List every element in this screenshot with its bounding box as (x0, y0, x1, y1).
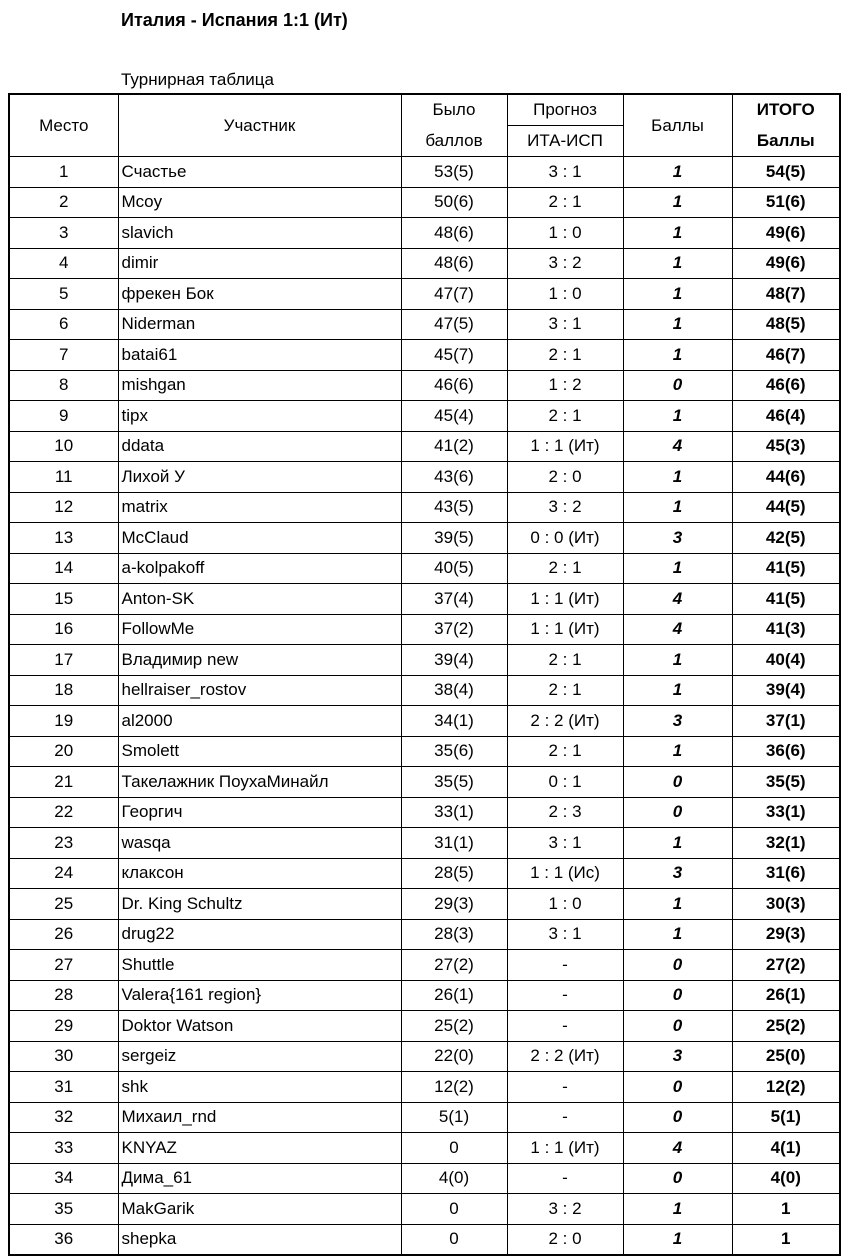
match-points-cell: 1 (623, 218, 732, 249)
total-points-cell: 40(4) (732, 645, 840, 676)
match-points-cell: 3 (623, 706, 732, 737)
match-points-cell: 0 (623, 1163, 732, 1194)
match-points-cell: 3 (623, 858, 732, 889)
place-cell: 19 (9, 706, 118, 737)
forecast-cell: 3 : 1 (507, 157, 623, 188)
place-cell: 35 (9, 1194, 118, 1225)
match-points-cell: 1 (623, 1224, 732, 1255)
place-cell: 20 (9, 736, 118, 767)
participant-cell: mishgan (118, 370, 401, 401)
total-points-cell: 39(4) (732, 675, 840, 706)
forecast-cell: 3 : 2 (507, 492, 623, 523)
total-points-cell: 25(0) (732, 1041, 840, 1072)
total-points-cell: 45(3) (732, 431, 840, 462)
forecast-cell: - (507, 980, 623, 1011)
table-row (9, 828, 840, 859)
participant-cell: McClaud (118, 523, 401, 554)
table-row (9, 340, 840, 371)
total-points-cell: 12(2) (732, 1072, 840, 1103)
previous-points-cell: 46(6) (401, 370, 507, 401)
previous-points-cell: 53(5) (401, 157, 507, 188)
table-row (9, 187, 840, 218)
header-participant: Участник (118, 94, 401, 157)
forecast-cell: 1 : 0 (507, 889, 623, 920)
place-cell: 27 (9, 950, 118, 981)
previous-points-cell: 4(0) (401, 1163, 507, 1194)
table-row (9, 157, 840, 188)
total-points-cell: 4(1) (732, 1133, 840, 1164)
place-cell: 11 (9, 462, 118, 493)
previous-points-cell: 39(4) (401, 645, 507, 676)
standings-table (8, 93, 841, 1256)
forecast-cell: 1 : 0 (507, 279, 623, 310)
table-row (9, 553, 840, 584)
participant-cell: Shuttle (118, 950, 401, 981)
total-points-cell: 25(2) (732, 1011, 840, 1042)
table-row (9, 492, 840, 523)
participant-cell: Такелажник ПоухаМинайл (118, 767, 401, 798)
previous-points-cell: 28(3) (401, 919, 507, 950)
place-cell: 5 (9, 279, 118, 310)
participant-cell: Smolett (118, 736, 401, 767)
forecast-cell: 1 : 2 (507, 370, 623, 401)
participant-cell: Владимир new (118, 645, 401, 676)
place-cell: 18 (9, 675, 118, 706)
previous-points-cell: 31(1) (401, 828, 507, 859)
participant-cell: sergeiz (118, 1041, 401, 1072)
table-row (9, 675, 840, 706)
previous-points-cell: 5(1) (401, 1102, 507, 1133)
place-cell: 25 (9, 889, 118, 920)
participant-cell: Дима_61 (118, 1163, 401, 1194)
total-points-cell: 35(5) (732, 767, 840, 798)
match-points-cell: 3 (623, 523, 732, 554)
participant-cell: Doktor Watson (118, 1011, 401, 1042)
forecast-cell: 2 : 1 (507, 340, 623, 371)
place-cell: 3 (9, 218, 118, 249)
total-points-cell: 49(6) (732, 248, 840, 279)
participant-cell: matrix (118, 492, 401, 523)
place-cell: 26 (9, 919, 118, 950)
forecast-cell: 2 : 1 (507, 736, 623, 767)
previous-points-cell: 48(6) (401, 248, 507, 279)
place-cell: 8 (9, 370, 118, 401)
place-cell: 30 (9, 1041, 118, 1072)
match-points-cell: 0 (623, 797, 732, 828)
table-row (9, 1133, 840, 1164)
header-total-line1: ИТОГО (732, 94, 840, 126)
place-cell: 31 (9, 1072, 118, 1103)
participant-cell: KNYAZ (118, 1133, 401, 1164)
match-points-cell: 1 (623, 401, 732, 432)
previous-points-cell: 37(2) (401, 614, 507, 645)
forecast-cell: 2 : 3 (507, 797, 623, 828)
table-row (9, 858, 840, 889)
place-cell: 16 (9, 614, 118, 645)
previous-points-cell: 33(1) (401, 797, 507, 828)
match-points-cell: 4 (623, 1133, 732, 1164)
participant-cell: drug22 (118, 919, 401, 950)
participant-cell: Mcoy (118, 187, 401, 218)
match-points-cell: 1 (623, 462, 732, 493)
match-points-cell: 1 (623, 309, 732, 340)
match-points-cell: 1 (623, 675, 732, 706)
place-cell: 21 (9, 767, 118, 798)
participant-cell: Георгич (118, 797, 401, 828)
participant-cell: a-kolpakoff (118, 553, 401, 584)
previous-points-cell: 50(6) (401, 187, 507, 218)
forecast-cell: 1 : 1 (Ит) (507, 614, 623, 645)
previous-points-cell: 43(5) (401, 492, 507, 523)
forecast-cell: - (507, 1102, 623, 1133)
total-points-cell: 41(5) (732, 584, 840, 615)
header-was-line1: Было (401, 94, 507, 126)
match-points-cell: 1 (623, 645, 732, 676)
participant-cell: фрекен Бок (118, 279, 401, 310)
total-points-cell: 48(7) (732, 279, 840, 310)
table-row (9, 797, 840, 828)
table-row (9, 523, 840, 554)
total-points-cell: 51(6) (732, 187, 840, 218)
standings-body (9, 157, 840, 1256)
forecast-cell: 1 : 0 (507, 218, 623, 249)
match-points-cell: 1 (623, 919, 732, 950)
place-cell: 13 (9, 523, 118, 554)
table-row (9, 1011, 840, 1042)
match-points-cell: 1 (623, 157, 732, 188)
total-points-cell: 31(6) (732, 858, 840, 889)
total-points-cell: 42(5) (732, 523, 840, 554)
match-points-cell: 3 (623, 1041, 732, 1072)
previous-points-cell: 48(6) (401, 218, 507, 249)
place-cell: 2 (9, 187, 118, 218)
place-cell: 33 (9, 1133, 118, 1164)
table-row (9, 950, 840, 981)
table-row (9, 218, 840, 249)
forecast-cell: 2 : 1 (507, 401, 623, 432)
table-row (9, 706, 840, 737)
total-points-cell: 48(5) (732, 309, 840, 340)
place-cell: 9 (9, 401, 118, 432)
place-cell: 12 (9, 492, 118, 523)
table-row (9, 248, 840, 279)
previous-points-cell: 0 (401, 1194, 507, 1225)
forecast-cell: 1 : 1 (Ис) (507, 858, 623, 889)
header-total-line2: Баллы (732, 126, 840, 157)
place-cell: 29 (9, 1011, 118, 1042)
total-points-cell: 46(4) (732, 401, 840, 432)
total-points-cell: 1 (732, 1194, 840, 1225)
total-points-cell: 27(2) (732, 950, 840, 981)
forecast-cell: 0 : 1 (507, 767, 623, 798)
previous-points-cell: 0 (401, 1133, 507, 1164)
forecast-cell: 2 : 1 (507, 645, 623, 676)
table-row (9, 279, 840, 310)
place-cell: 15 (9, 584, 118, 615)
previous-points-cell: 47(7) (401, 279, 507, 310)
forecast-cell: - (507, 1072, 623, 1103)
total-points-cell: 37(1) (732, 706, 840, 737)
match-points-cell: 0 (623, 1011, 732, 1042)
table-row (9, 889, 840, 920)
participant-cell: Счастье (118, 157, 401, 188)
participant-cell: MakGarik (118, 1194, 401, 1225)
forecast-cell: 1 : 1 (Ит) (507, 431, 623, 462)
match-points-cell: 1 (623, 187, 732, 218)
participant-cell: Dr. King Schultz (118, 889, 401, 920)
participant-cell: FollowMe (118, 614, 401, 645)
match-points-cell: 1 (623, 340, 732, 371)
total-points-cell: 54(5) (732, 157, 840, 188)
table-row (9, 736, 840, 767)
match-points-cell: 1 (623, 279, 732, 310)
table-row (9, 370, 840, 401)
table-row (9, 1102, 840, 1133)
forecast-cell: 1 : 1 (Ит) (507, 1133, 623, 1164)
match-points-cell: 4 (623, 431, 732, 462)
forecast-cell: 3 : 1 (507, 919, 623, 950)
total-points-cell: 44(5) (732, 492, 840, 523)
previous-points-cell: 39(5) (401, 523, 507, 554)
previous-points-cell: 40(5) (401, 553, 507, 584)
total-points-cell: 32(1) (732, 828, 840, 859)
previous-points-cell: 35(5) (401, 767, 507, 798)
participant-cell: wasqa (118, 828, 401, 859)
total-points-cell: 5(1) (732, 1102, 840, 1133)
match-points-cell: 0 (623, 1072, 732, 1103)
table-row (9, 1041, 840, 1072)
place-cell: 28 (9, 980, 118, 1011)
forecast-cell: 3 : 1 (507, 309, 623, 340)
previous-points-cell: 26(1) (401, 980, 507, 1011)
table-row (9, 980, 840, 1011)
match-points-cell: 1 (623, 553, 732, 584)
participant-cell: tipx (118, 401, 401, 432)
previous-points-cell: 35(6) (401, 736, 507, 767)
total-points-cell: 41(3) (732, 614, 840, 645)
forecast-cell: - (507, 1011, 623, 1042)
table-caption: Турнирная таблица (121, 70, 274, 89)
place-cell: 4 (9, 248, 118, 279)
place-cell: 36 (9, 1224, 118, 1255)
forecast-cell: 3 : 2 (507, 248, 623, 279)
participant-cell: ddata (118, 431, 401, 462)
table-row (9, 645, 840, 676)
match-points-cell: 1 (623, 889, 732, 920)
place-cell: 17 (9, 645, 118, 676)
place-cell: 34 (9, 1163, 118, 1194)
forecast-cell: - (507, 1163, 623, 1194)
header-place: Место (9, 94, 118, 157)
participant-cell: Михаил_rnd (118, 1102, 401, 1133)
previous-points-cell: 43(6) (401, 462, 507, 493)
place-cell: 1 (9, 157, 118, 188)
place-cell: 22 (9, 797, 118, 828)
total-points-cell: 46(7) (732, 340, 840, 371)
table-row (9, 462, 840, 493)
previous-points-cell: 47(5) (401, 309, 507, 340)
participant-cell: shepka (118, 1224, 401, 1255)
header-was-line2: баллов (401, 126, 507, 157)
match-points-cell: 0 (623, 950, 732, 981)
match-points-cell: 4 (623, 584, 732, 615)
previous-points-cell: 45(4) (401, 401, 507, 432)
total-points-cell: 4(0) (732, 1163, 840, 1194)
forecast-cell: 3 : 1 (507, 828, 623, 859)
place-cell: 6 (9, 309, 118, 340)
forecast-cell: 2 : 2 (Ит) (507, 706, 623, 737)
table-row (9, 767, 840, 798)
match-points-cell: 1 (623, 828, 732, 859)
match-points-cell: 0 (623, 767, 732, 798)
match-title: Италия - Испания 1:1 (Ит) (121, 10, 348, 30)
match-points-cell: 1 (623, 736, 732, 767)
total-points-cell: 1 (732, 1224, 840, 1255)
forecast-cell: 1 : 1 (Ит) (507, 584, 623, 615)
forecast-cell: 0 : 0 (Ит) (507, 523, 623, 554)
previous-points-cell: 27(2) (401, 950, 507, 981)
total-points-cell: 46(6) (732, 370, 840, 401)
table-row (9, 431, 840, 462)
place-cell: 23 (9, 828, 118, 859)
place-cell: 10 (9, 431, 118, 462)
participant-cell: Лихой У (118, 462, 401, 493)
previous-points-cell: 34(1) (401, 706, 507, 737)
forecast-cell: - (507, 950, 623, 981)
participant-cell: hellraiser_rostov (118, 675, 401, 706)
place-cell: 14 (9, 553, 118, 584)
forecast-cell: 3 : 2 (507, 1194, 623, 1225)
previous-points-cell: 29(3) (401, 889, 507, 920)
match-points-cell: 1 (623, 1194, 732, 1225)
table-row (9, 584, 840, 615)
table-row (9, 1224, 840, 1255)
total-points-cell: 29(3) (732, 919, 840, 950)
forecast-cell: 2 : 0 (507, 1224, 623, 1255)
participant-cell: batai61 (118, 340, 401, 371)
previous-points-cell: 25(2) (401, 1011, 507, 1042)
previous-points-cell: 45(7) (401, 340, 507, 371)
forecast-cell: 2 : 1 (507, 187, 623, 218)
participant-cell: Valera{161 region} (118, 980, 401, 1011)
forecast-cell: 2 : 1 (507, 675, 623, 706)
table-row (9, 1072, 840, 1103)
match-points-cell: 1 (623, 492, 732, 523)
participant-cell: клаксон (118, 858, 401, 889)
table-row (9, 309, 840, 340)
previous-points-cell: 0 (401, 1224, 507, 1255)
participant-cell: shk (118, 1072, 401, 1103)
table-row (9, 614, 840, 645)
previous-points-cell: 12(2) (401, 1072, 507, 1103)
total-points-cell: 33(1) (732, 797, 840, 828)
total-points-cell: 36(6) (732, 736, 840, 767)
total-points-cell: 26(1) (732, 980, 840, 1011)
match-points-cell: 0 (623, 370, 732, 401)
participant-cell: Niderman (118, 309, 401, 340)
previous-points-cell: 41(2) (401, 431, 507, 462)
match-points-cell: 4 (623, 614, 732, 645)
participant-cell: al2000 (118, 706, 401, 737)
participant-cell: dimir (118, 248, 401, 279)
header-forecast: Прогноз (507, 94, 623, 126)
previous-points-cell: 37(4) (401, 584, 507, 615)
table-row (9, 919, 840, 950)
participant-cell: slavich (118, 218, 401, 249)
previous-points-cell: 38(4) (401, 675, 507, 706)
previous-points-cell: 22(0) (401, 1041, 507, 1072)
place-cell: 24 (9, 858, 118, 889)
total-points-cell: 41(5) (732, 553, 840, 584)
previous-points-cell: 28(5) (401, 858, 507, 889)
forecast-cell: 2 : 1 (507, 553, 623, 584)
participant-cell: Anton-SK (118, 584, 401, 615)
header-forecast-sub: ИТА-ИСП (507, 126, 623, 157)
forecast-cell: 2 : 2 (Ит) (507, 1041, 623, 1072)
total-points-cell: 30(3) (732, 889, 840, 920)
match-points-cell: 1 (623, 248, 732, 279)
match-points-cell: 0 (623, 1102, 732, 1133)
table-row (9, 1194, 840, 1225)
total-points-cell: 44(6) (732, 462, 840, 493)
total-points-cell: 49(6) (732, 218, 840, 249)
match-points-cell: 0 (623, 980, 732, 1011)
place-cell: 7 (9, 340, 118, 371)
forecast-cell: 2 : 0 (507, 462, 623, 493)
place-cell: 32 (9, 1102, 118, 1133)
table-row (9, 1163, 840, 1194)
table-row (9, 401, 840, 432)
header-points: Баллы (623, 94, 732, 157)
